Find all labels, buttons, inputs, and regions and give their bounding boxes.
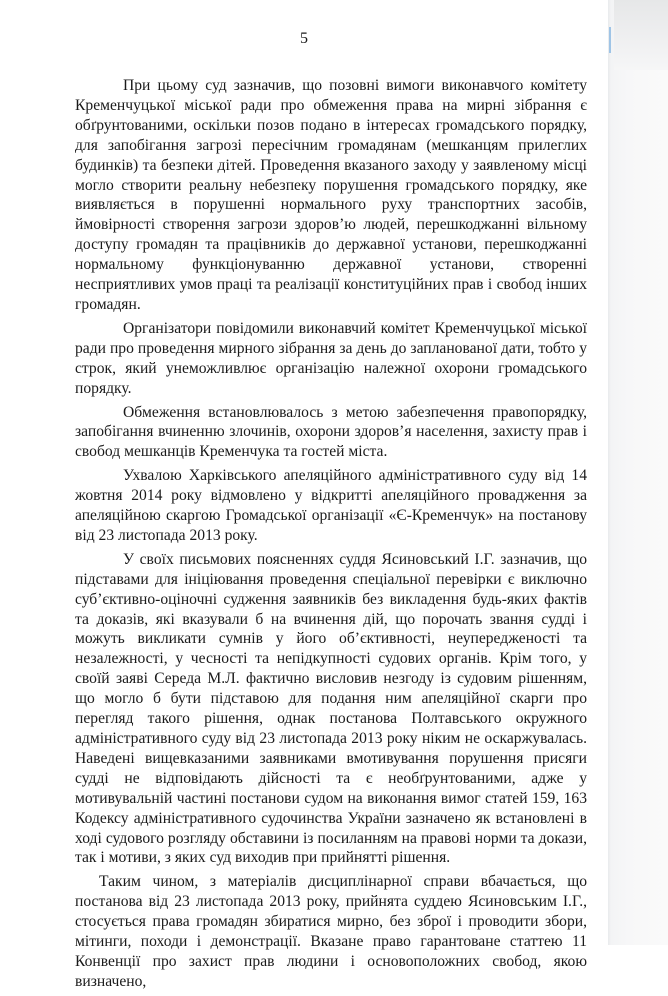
page-number: 5: [300, 30, 308, 47]
document-body: [75, 76, 587, 996]
paragraph-conclusion: Таким чином, з матеріалів дисциплінарної справи вбачається, що постанова від 23 листопада 2013 року, прийнята суддею Ясиновським І.Г., стосується права громадян збиратися мирно, без зброї і проводити збори, мітинги, походи і демонстрації. Вказане право гарантоване статтею 11 Конвенції про захист прав людини і основоположних свобод, якою визначено,: [75, 873, 587, 990]
page-edge-margin: [608, 0, 668, 945]
paragraph-judge-explanations: У своїх письмових поясненнях суддя Ясиновський І.Г. зазначив, що підставами для ініціювання проведення спеціальної перевірки є виключно суб’єктивно-оціночні судження заявників без викладення будь-яких фактів та доказів, які вказували б на вчинення дій, що порочать звання судді і можуть викликати сумнів у його об’єктивності, неупередженості та незалежності, у чесності та непідкупності судових органів. Крім того, у своїй заяві Середа М.Л. фактично висловив незгоду із судовим рішенням, що могло б бути підставою для подання ним апеляційної скарги про перегляд такого рішення, однак постанова Полтавського окружного адміністративного суду від 23 листопада 2013 року ніким не оскаржувалась. Наведені вищевказаними заявниками вмотивування порушення присяги судді не відповідають дійсності та є необґрунтованими, адже у мотивувальній частині постанови судом на виконання вимог статей 159, 163 Кодексу адміністративного судочинства України зазначено як встановлені в ході судового розгляду обставини із посиланням на правові норми та докази, так і мотиви, з яких суд виходив при прийнятті рішення.: [75, 550, 587, 867]
paragraph-appeal-ruling: Ухвалою Харківського апеляційного адміністративного суду від 14 жовтня 2014 року відмовлено у відкритті апеляційного провадження за апеляційною скаргою Громадської організації «Є-Кременчук» на постанову від 23 листопада 2013 року.: [75, 467, 587, 544]
paragraph-restriction-purpose: Обмеження встановлювалось з метою забезпечення правопорядку, запобігання вчиненню злочинів, охорони здоров’я населення, захисту прав і свобод мешканців Кременчука та гостей міста.: [75, 403, 587, 461]
blue-edge-mark: [609, 27, 611, 53]
margin-shadow: [614, 0, 668, 70]
paragraph-organizers-notice: Організатори повідомили виконавчий комітет Кременчуцької міської ради про проведення мирного зібрання за день до запланованої дати, тобто у строк, який унеможливлює організацію належної охорони громадського порядку.: [75, 319, 587, 397]
paragraph-court-findings: При цьому суд зазначив, що позовні вимоги виконавчого комітету Кременчуцької міської ради про обмеження права на мирні зібрання є обґрунтованими, оскільки позов подано в інтересах громадського порядку, для запобігання загрозі пересічним громадянам (мешканцям прилеглих будинків) та безпеки дітей. Проведення вказаного заходу у заявленому місці могло створити реальну небезпеку порушення громадського порядку, яке виявляється в порушенні нормального руху транспортних засобів, ймовірності створення загрози здоров’ю людей, перешкоджанні вільному доступу громадян та працівників до державної установи, перешкоджанні нормальному функціонуванню державної установи, створенні несприятливих умов праці та реалізації конституційних прав і свобод інших громадян.: [75, 77, 587, 313]
